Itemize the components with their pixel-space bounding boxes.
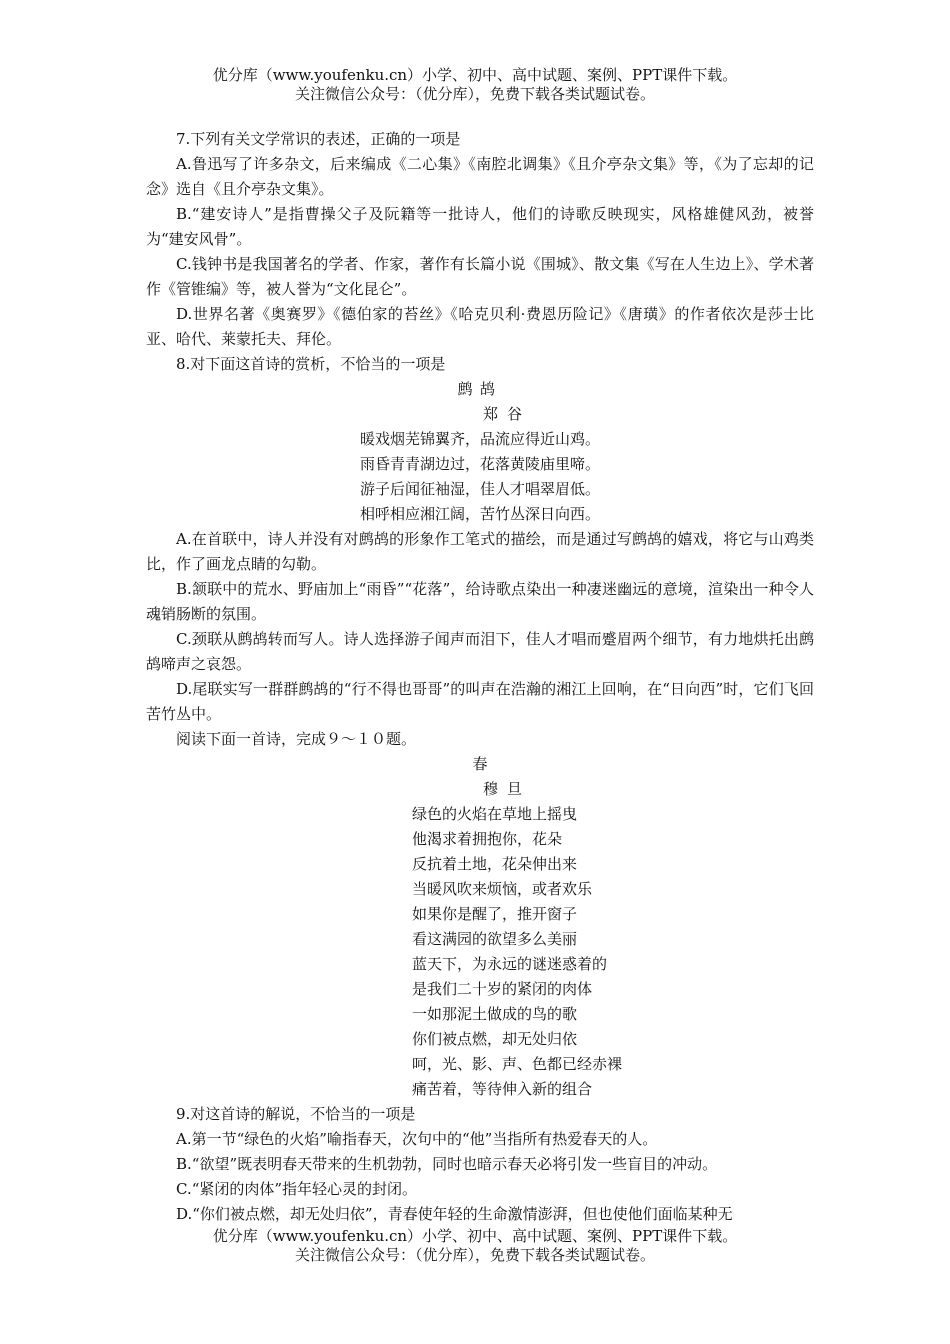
- header-line-2: 关注微信公众号：（优分库），免费下载各类试题试卷。: [294, 85, 655, 103]
- poem-line: 反抗着土地，花朵伸出来: [412, 855, 578, 873]
- poem-line: 呵，光、影、声、色都已经赤裸: [412, 1055, 623, 1073]
- reading-intro: 阅读下面一首诗，完成９～１０题。: [176, 730, 417, 748]
- q8-stem: 8.对下面这首诗的赏析，不恰当的一项是: [176, 355, 446, 373]
- poem-line: 他渴求着拥抱你，花朵: [412, 830, 563, 848]
- q8-option-a: A.在首联中，诗人并没有对鹧鸪的形象作工笔式的描绘，而是通过写鹧鸪的嬉戏，将它与山鸡类比，作了画龙点睛的勾勒。: [146, 530, 814, 573]
- q7-option-c: C.钱钟书是我国著名的学者、作家，著作有长篇小说《围城》、散文集《写在人生边上》、学术著作《管锥编》等，被人誉为“文化昆仑”。: [146, 255, 814, 298]
- poem-line: 雨昏青青湖边过，花落黄陵庙里啼。: [360, 455, 601, 473]
- q8-poem-author: 郑谷: [482, 405, 531, 423]
- q9-option-b: B.“欲望”既表明春天带来的生机勃勃，同时也暗示春天必将引发一些盲目的冲动。: [176, 1155, 718, 1173]
- q8-poem: [360, 427, 814, 527]
- q8-poem-title: 鹧鸪: [457, 380, 503, 398]
- page-footer: [0, 1227, 950, 1265]
- header-line-1: 优分库（www.youfenku.cn）小学、初中、高中试题、案例、PPT课件下载。: [212, 66, 738, 84]
- document-body: [146, 127, 814, 1227]
- q9-option-d: D.“你们被点燃，却无处归依”，青春使年轻的生命激情澎湃，但也使他们面临某种无: [176, 1205, 733, 1223]
- q7-option-b: B.“建安诗人”是指曹操父子及阮籍等一批诗人，他们的诗歌反映现实，风格雄健风劲，被誉为“建安风骨”。: [146, 205, 814, 248]
- poem-line: 当暖风吹来烦恼，或者欢乐: [412, 880, 593, 898]
- q7-option-d: D.世界名著《奥赛罗》《德伯家的苔丝》《哈克贝利·费恩历险记》《唐璜》的作者依次是莎士比亚、哈代、莱蒙托夫、拜伦。: [146, 305, 814, 348]
- q7-option-a: A.鲁迅写了许多杂文，后来编成《二心集》《南腔北调集》《且介亭杂文集》等，《为了忘却的记念》选自《且介亭杂文集》。: [146, 155, 814, 198]
- footer-line-2: 关注微信公众号：（优分库），免费下载各类试题试卷。: [294, 1246, 655, 1264]
- poem-line: 游子后闻征袖湿，佳人才唱翠眉低。: [360, 480, 601, 498]
- q7-stem: 7.下列有关文学常识的表述，正确的一项是: [176, 130, 461, 148]
- poem-line: 是我们二十岁的紧闭的肉体: [412, 980, 593, 998]
- q9-stem: 9.对这首诗的解说，不恰当的一项是: [176, 1105, 416, 1123]
- footer-line-1: 优分库（www.youfenku.cn）小学、初中、高中试题、案例、PPT课件下载。: [212, 1227, 738, 1245]
- poem-line: 绿色的火焰在草地上摇曳: [412, 805, 578, 823]
- q8-option-c: C.颈联从鹧鸪转而写人。诗人选择游子闻声而泪下，佳人才唱而蹙眉两个细节，有力地烘托出鹧鸪啼声之哀怨。: [146, 630, 814, 673]
- poem-line: 痛苦着，等待伸入新的组合: [412, 1080, 593, 1098]
- reading-poem-author: 穆旦: [482, 780, 531, 798]
- reading-poem: [412, 802, 814, 1102]
- poem-line: 看这满园的欲望多么美丽: [412, 930, 578, 948]
- poem-line: 相呼相应湘江阔，苦竹丛深日向西。: [360, 505, 601, 523]
- poem-line: 一如那泥土做成的鸟的歌: [412, 1005, 578, 1023]
- poem-line: 如果你是醒了，推开窗子: [412, 905, 578, 923]
- poem-line: 你们被点燃，却无处归依: [412, 1030, 578, 1048]
- poem-line: 蓝天下，为永远的谜迷惑着的: [412, 955, 608, 973]
- poem-line: 暖戏烟芜锦翼齐，品流应得近山鸡。: [360, 430, 601, 448]
- reading-poem-title: 春: [472, 755, 488, 773]
- q8-option-b: B.颔联中的荒水、野庙加上“雨昏”“花落”，给诗歌点染出一种凄迷幽远的意境，渲染出一种令人魂销肠断的氛围。: [146, 580, 814, 623]
- page-header: [0, 66, 950, 104]
- q9-option-a: A.第一节“绿色的火焰”喻指春天，次句中的“他”当指所有热爱春天的人。: [176, 1130, 658, 1148]
- q8-option-d: D.尾联实写一群群鹧鸪的“行不得也哥哥”的叫声在浩瀚的湘江上回响，在“日向西”时，它们飞回苦竹丛中。: [146, 680, 814, 723]
- q9-option-c: C.“紧闭的肉体”指年轻心灵的封闭。: [176, 1180, 418, 1198]
